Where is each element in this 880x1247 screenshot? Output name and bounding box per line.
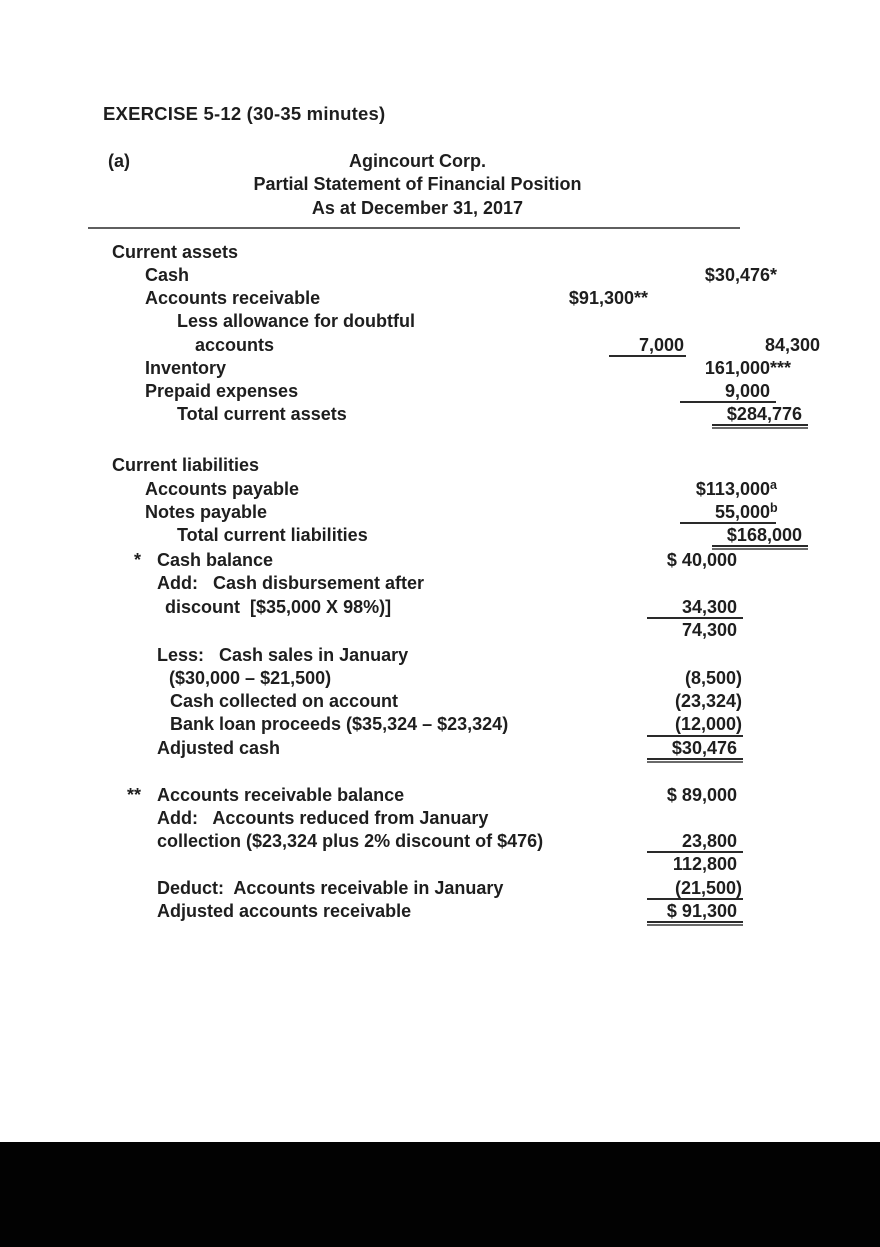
amount-col1 (591, 403, 668, 426)
row-label (157, 619, 647, 642)
column-spacer (686, 334, 730, 357)
amount-col2-value: $ 40,000 (666, 550, 737, 571)
amount-col2-value: 74,300 (681, 619, 737, 640)
row-label: Adjusted accounts receivable (157, 900, 412, 921)
statement-row (112, 310, 743, 333)
row-label: Notes payable (145, 501, 268, 522)
row-label (157, 853, 647, 876)
statement-row (112, 241, 743, 264)
column-spacer (636, 478, 680, 501)
amount-col2 (647, 667, 743, 690)
amount-col2 (647, 807, 743, 830)
amount-col2 (730, 334, 826, 357)
exercise-title: EXERCISE 5-12 (30-35 minutes) (103, 103, 386, 124)
row-label: Total current assets (177, 404, 347, 425)
amount-col1 (559, 264, 636, 287)
amount-col2-value: $168,000 (726, 524, 802, 545)
amount-col1 (559, 478, 636, 501)
amount-col2 (647, 241, 743, 264)
row-label: Bank loan proceeds ($35,324 – $23,324) (170, 714, 509, 735)
row-label: discount [$35,000 X 98%)] (165, 596, 392, 617)
column-spacer (636, 380, 680, 403)
amount-col2 (647, 784, 743, 807)
row-label: Current liabilities (112, 455, 260, 476)
amount-col2 (680, 501, 776, 524)
amount-col1 (609, 334, 686, 357)
statement-row (112, 454, 743, 477)
amount-col2 (647, 877, 743, 900)
row-label: Cash balance (157, 550, 274, 571)
amount-col2 (647, 737, 743, 760)
footnote-marker (112, 853, 157, 876)
statement-row (112, 357, 792, 380)
footnote-marker: ** (126, 784, 141, 805)
footnote-accounts-receivable (112, 784, 743, 923)
footnote-row (112, 549, 743, 572)
amount-col2 (712, 310, 808, 333)
row-label: accounts (195, 334, 275, 355)
row-label: Prepaid expenses (145, 381, 299, 402)
amount-col1 (526, 241, 603, 264)
amount-col2-value: 112,800 (672, 854, 737, 875)
footnote-marker: * (133, 550, 141, 571)
amount-col1 (559, 501, 636, 524)
column-spacer (668, 403, 712, 426)
amount-col2 (647, 690, 743, 713)
footnote-marker (112, 572, 157, 595)
row-label: Adjusted cash (157, 737, 281, 758)
amount-col2-value: 84,300 (764, 334, 820, 355)
footnote-marker (112, 644, 157, 667)
amount-col2 (680, 478, 776, 501)
footnote-row (112, 713, 743, 736)
footnote-marker (112, 900, 157, 923)
footnote-mark: * (770, 265, 778, 286)
amount-col2-value: $30,476 (671, 737, 737, 758)
amount-col1 (591, 524, 668, 547)
statement-row (112, 403, 802, 426)
row-label: Add: Cash disbursement after (157, 573, 425, 594)
footnote-marker (112, 830, 157, 853)
row-label: Cash collected on account (170, 691, 399, 712)
amount-col1 (591, 310, 668, 333)
column-spacer (636, 501, 680, 524)
column-spacer (668, 310, 712, 333)
amount-col2 (647, 549, 743, 572)
row-label: Accounts receivable balance (157, 784, 405, 805)
amount-col2-value: (23,324) (674, 691, 742, 712)
footnote-mark: ** (634, 288, 649, 309)
footnote-row (112, 877, 743, 900)
footnote-marker (112, 667, 157, 690)
amount-col2-value: 9,000 (724, 381, 770, 402)
amount-col2-value: 55,000 (714, 501, 770, 522)
amount-col2 (647, 572, 743, 595)
footnote-row (112, 737, 743, 760)
footnote-row (112, 830, 743, 853)
footnote-row (112, 807, 743, 830)
amount-col2-value: (12,000) (674, 714, 742, 735)
blank-line (112, 426, 743, 454)
footnote-marker (112, 877, 157, 900)
row-label: Inventory (145, 357, 227, 378)
footnote-mark: b (770, 500, 778, 515)
amount-col2 (680, 287, 776, 310)
amount-col2 (647, 596, 743, 619)
row-label: Less allowance for doubtful (177, 311, 416, 332)
amount-col2 (712, 403, 808, 426)
footnote-row (112, 667, 743, 690)
statement-row (112, 334, 820, 357)
footnote-row (112, 619, 743, 642)
amount-col2-value: $ 91,300 (666, 900, 737, 921)
amount-col2 (680, 264, 776, 287)
amount-col2-value: 34,300 (681, 596, 737, 617)
footnote-marker (112, 807, 157, 830)
statement-row (112, 500, 778, 524)
column-spacer (603, 241, 647, 264)
amount-col2 (647, 644, 743, 667)
amount-col1 (526, 454, 603, 477)
footnote-marker (112, 596, 157, 619)
statement-row (112, 477, 777, 501)
amount-col2-value: $113,000 (695, 478, 770, 499)
row-label: ($30,000 – $21,500) (169, 668, 332, 689)
footnote-marker (112, 619, 157, 642)
statement-date: As at December 31, 2017 (311, 197, 524, 218)
footnote-marker (112, 713, 157, 736)
statement-row (112, 524, 802, 547)
column-spacer (603, 454, 647, 477)
column-spacer (636, 264, 680, 287)
footnote-marker (112, 737, 157, 760)
column-spacer (636, 357, 680, 380)
amount-col2 (647, 619, 743, 642)
statement-row (112, 287, 743, 310)
row-label: Current assets (112, 241, 239, 262)
amount-col1 (559, 287, 649, 310)
column-spacer (668, 524, 712, 547)
footnote-cash (112, 549, 743, 760)
row-label: collection ($23,324 plus 2% discount of $476) (157, 831, 544, 852)
amount-col2 (647, 900, 743, 923)
footnote-marker (112, 690, 157, 713)
amount-col2 (680, 380, 776, 403)
amount-col2-value: (21,500) (674, 877, 742, 898)
row-label: Add: Accounts reduced from January (157, 808, 489, 829)
amount-col2-value: 161,000 (704, 357, 770, 378)
row-label: Accounts payable (145, 478, 300, 499)
amount-col2 (647, 830, 743, 853)
bottom-black-bar (0, 1142, 880, 1247)
row-label: Total current liabilities (177, 524, 368, 545)
amount-col2 (712, 524, 808, 547)
company-name: Agincourt Corp. (349, 151, 486, 171)
footnote-row (112, 784, 743, 807)
footnote-mark: *** (770, 357, 792, 378)
amount-col2-value: $ 89,000 (666, 784, 737, 805)
part-label: (a) (108, 151, 130, 171)
amount-col2 (647, 853, 743, 876)
footnote-row (112, 572, 743, 595)
amount-col1-value: 7,000 (638, 334, 684, 355)
footnote-row (112, 900, 743, 923)
statement-header (0, 150, 880, 220)
statement-row (112, 264, 778, 287)
amount-col1-value: $91,300 (568, 288, 634, 309)
amount-col2-value: $30,476 (704, 265, 770, 286)
footnote-row (112, 853, 743, 876)
amount-col2-value: 23,800 (681, 831, 737, 852)
footnote-row (112, 596, 743, 619)
amount-col2 (647, 454, 743, 477)
statement-title: Partial Statement of Financial Position (253, 174, 582, 195)
amount-col1 (559, 357, 636, 380)
footnote-mark: a (770, 477, 777, 492)
amount-col2 (647, 713, 743, 736)
header-divider (88, 227, 740, 229)
amount-col2 (680, 357, 792, 380)
statement-row (112, 380, 770, 403)
amount-col2-value: $284,776 (726, 404, 802, 425)
row-label: Less: Cash sales in January (157, 644, 409, 665)
amount-col1 (559, 380, 636, 403)
footnote-row (112, 644, 743, 667)
statement-body (112, 241, 820, 547)
amount-col2-value: (8,500) (684, 668, 742, 689)
row-label: Accounts receivable (145, 288, 321, 309)
row-label: Deduct: Accounts receivable in January (157, 877, 504, 898)
footnote-row (112, 690, 743, 713)
row-label: Cash (145, 265, 190, 286)
